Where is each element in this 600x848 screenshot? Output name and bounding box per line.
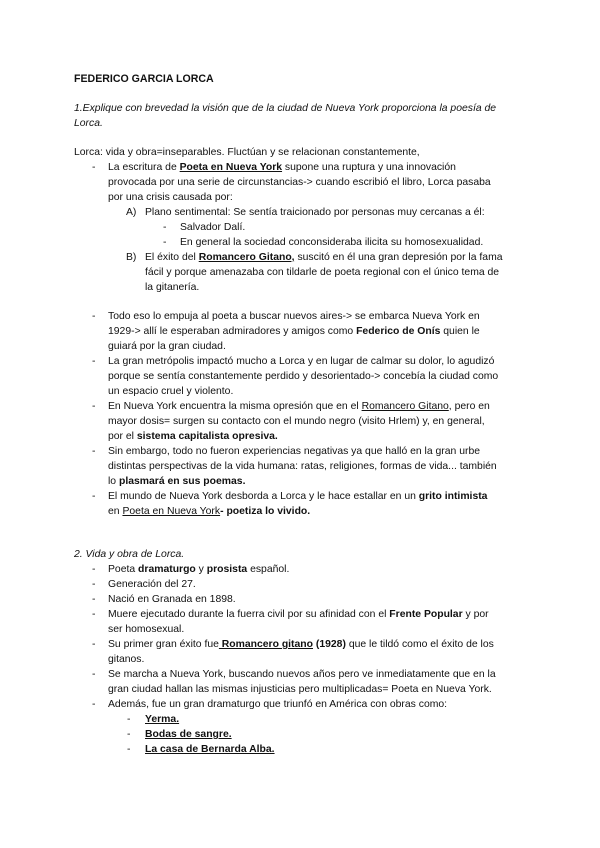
s2-b5-pre: Su primer gran éxito fue	[108, 639, 219, 650]
bullet-6-line-2	[108, 504, 310, 520]
bullet-dash: -	[92, 669, 96, 680]
bullet-6-l2-pre: en	[108, 506, 123, 517]
bullet-1-post: supone una ruptura y una innovación	[282, 162, 456, 173]
s2-b1-pre: Poeta	[108, 564, 139, 575]
bullet-6-line-1	[108, 489, 487, 505]
bullet-4-line-2: mayor dosis= surgen su contacto con el mundo negro (visito Hrlem) y, en general,	[108, 416, 485, 427]
sub-b-line-1	[145, 250, 503, 266]
bullet-dash: -	[92, 401, 96, 412]
capitalist-system: sistema capitalista opresiva.	[136, 431, 278, 442]
s2-b4-pre: Muere ejecutado durante la fuerra civil por su afinidad con el	[108, 609, 390, 620]
bullet-5-line-2: distintas perspectivas de la vida humana: ratas, religiones, formas de vida... también	[108, 461, 497, 472]
grito-intimista: grito intimista	[418, 491, 488, 502]
bullet-5-line-3	[108, 474, 245, 490]
prosista: prosista	[206, 564, 248, 575]
bullet-dash: -	[92, 609, 96, 620]
section-2-heading: 2. Vida y obra de Lorca.	[74, 549, 185, 560]
bullet-dash: -	[127, 744, 131, 755]
work-title-romancero-ref: Romancero Gitano	[361, 401, 449, 412]
sub-b-pre: El éxito del	[145, 252, 199, 263]
work-bodas-de-sangre: Bodas de sangre.	[145, 729, 232, 740]
bullet-3-line-2: porque se sentía constantemente perdido y desorientado-> concebía la ciudad como	[108, 371, 499, 382]
work-bernarda-alba: La casa de Bernarda Alba.	[145, 744, 275, 755]
bullet-dash: -	[92, 311, 96, 322]
bullet-3-line-1: La gran metrópolis impactó mucho a Lorca y en lugar de calmar su dolor, lo agudizó	[108, 356, 495, 367]
s2-bullet-1	[108, 562, 289, 578]
intro-line: Lorca: vida y obra=inseparables. Fluctúan y se relacionan constantemente,	[74, 147, 420, 158]
bullet-4-line-1	[108, 399, 490, 415]
work-yerma: Yerma.	[145, 714, 180, 725]
bullet-dash: -	[127, 729, 131, 740]
bullet-dash: -	[92, 162, 96, 173]
s2-bullet-4-line-2: ser homosexual.	[108, 624, 185, 635]
sub-b-post: suscitó en él una gran depresión por la fama	[294, 252, 503, 263]
sub-a-text: Plano sentimental: Se sentía traicionado por personas muy cercanas a él:	[145, 207, 485, 218]
bullet-dash: -	[92, 594, 96, 605]
bullet-2-line-3: guiará por la gran ciudad.	[108, 341, 226, 352]
sub-a-marker: A)	[126, 207, 137, 218]
s2-bullet-2: Generación del 27.	[108, 579, 196, 590]
bullet-dash: -	[92, 699, 96, 710]
bullet-dash: -	[92, 491, 96, 502]
frente-popular: Frente Popular	[389, 609, 463, 620]
s2-b4-post: y por	[462, 609, 489, 620]
bullet-dash: -	[92, 579, 96, 590]
bullet-4-pre: En Nueva York encuentra la misma opresión que en el	[108, 401, 362, 412]
bullet-dash: -	[92, 356, 96, 367]
work-title-romancero: Romancero Gitano,	[198, 252, 295, 263]
dramaturgo: dramaturgo	[138, 564, 196, 575]
bullet-dash: -	[127, 714, 131, 725]
bullet-dash: -	[163, 222, 167, 233]
bullet-4-post: , pero en	[448, 401, 490, 412]
sub-a-item: En general la sociedad conconsideraba ilicita su homosexualidad.	[180, 237, 484, 248]
bullet-6-pre: El mundo de Nueva York desborda a Lorca y le hace estallar en un	[108, 491, 419, 502]
s2-b5-post: que le tildó como el éxito de los	[345, 639, 494, 650]
poetiza-vivido: - poetiza lo vivido.	[220, 506, 311, 517]
bullet-dash: -	[92, 564, 96, 575]
s2-bullet-5-line-2: gitanos.	[108, 654, 145, 665]
sub-b-marker: B)	[126, 252, 137, 263]
bullet-dash: -	[163, 237, 167, 248]
work-title-poeta: Poeta en Nueva York	[179, 162, 283, 173]
bullet-2-line-2	[108, 324, 480, 340]
bullet-1-line-3: por una crisis causada por:	[108, 192, 233, 203]
s2-bullet-4-line-1	[108, 607, 489, 623]
bullet-4-l3-pre: por el	[108, 431, 137, 442]
s2-bullet-7: Además, fue un gran dramaturgo que triunfó en América con obras como:	[108, 699, 448, 710]
bullet-2-pre: 1929-> allí le esperaban admiradores y amigos como	[108, 326, 357, 337]
s2-b1-post: español.	[247, 564, 290, 575]
bullet-4-line-3	[108, 429, 278, 445]
sub-b-line-2: fácil y porque amenazaba con tildarle de poeta regional con el único tema de	[145, 267, 500, 278]
sub-b-line-3: la gitanería.	[145, 282, 200, 293]
s2-bullet-5-line-1	[108, 637, 494, 653]
bullet-1-pre: La escritura de	[108, 162, 180, 173]
bullet-dash: -	[92, 446, 96, 457]
s2-b1-mid: y	[195, 564, 207, 575]
bullet-1-line-1	[108, 160, 456, 176]
bullet-3-line-3: un espacio cruel y violento.	[108, 386, 234, 397]
name-onis: Federico de Onís	[356, 326, 441, 337]
s2-bullet-6-line-2: gran ciudad hallan las mismas injusticias pero multiplicadas= Poeta en Nueva York.	[108, 684, 492, 695]
bullet-1-line-2: provocada por una serie de circunstancias-> cuando escribió el libro, Lorca pasaba	[108, 177, 491, 188]
work-title-romancero-2: Romancero gitano	[218, 639, 313, 650]
bullet-2-post: quien le	[440, 326, 480, 337]
question-1-line-1: 1.Explique con brevedad la visión que de la ciudad de Nueva York proporciona la poesía de	[74, 103, 497, 114]
work-title-poeta-ref: Poeta en Nueva York	[122, 506, 221, 517]
bullet-dash: -	[92, 639, 96, 650]
bullet-5-line-1: Sin embargo, todo no fueron experiencias negativas ya que halló en la gran urbe	[108, 446, 481, 457]
sub-a-item: Salvador Dalí.	[180, 222, 246, 233]
question-1-line-2: Lorca.	[74, 118, 103, 129]
document-title: FEDERICO GARCIA LORCA	[74, 73, 214, 85]
s2-bullet-3: Nació en Granada en 1898.	[108, 594, 236, 605]
bullet-2-line-1: Todo eso lo empuja al poeta a buscar nuevos aires-> se embarca Nueva York en	[108, 311, 480, 322]
s2-bullet-6-line-1: Se marcha a Nueva York, buscando nuevos años pero ve inmediatamente que en la	[108, 669, 496, 680]
year-1928: (1928)	[313, 639, 346, 650]
bullet-5-l3-pre: lo	[108, 476, 119, 487]
plasmara-text: plasmará en sus poemas.	[118, 476, 246, 487]
